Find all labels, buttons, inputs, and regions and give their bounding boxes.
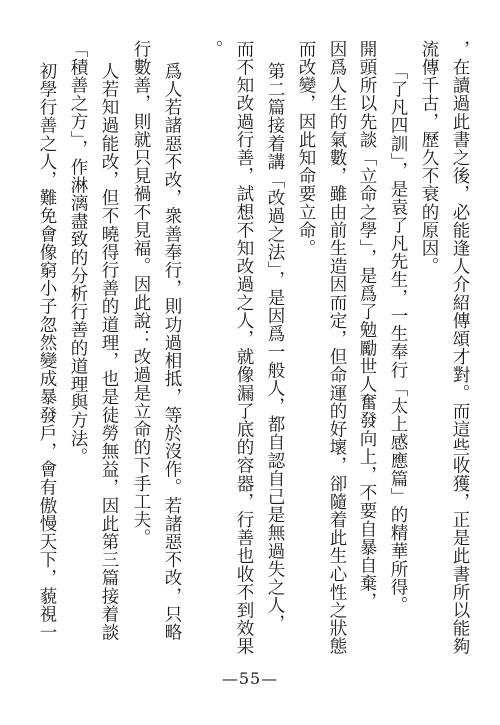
text-column-4: 開頭所以先談「立命之學」，是爲了勉勵世人奮發向上，不要自暴自棄，: [357, 40, 377, 611]
text-column-9: 。: [203, 40, 223, 59]
text-column-6: 而改變，因此知命要立命。: [296, 40, 316, 258]
text-column-2: 流傳千古，歷久不衰的原因。: [419, 40, 439, 276]
text-column-13: 「積善之方」，作淋漓盡致的分析行善的道理與方法。: [68, 40, 88, 466]
text-column-12: 人若知過能改，但不曉得行善的道理，也是徒勞無益，因此第三篇接着談: [99, 62, 119, 642]
text-column-8: 而不知改過行善，試想不知改過之人，就像漏了底的容器，行善也收不到效果: [234, 40, 254, 656]
text-column-3: 「了凡四訓」，是袁了凡先生，一生奉行「太上感應篇」的精華所得。: [388, 62, 408, 615]
text-column-1: ，在讀過此書之後，必能逢人介紹傳頌才對。而這些收獲，正是此書所以能夠: [450, 40, 470, 656]
text-column-11: 行數善，則就只見禍不見福。因此說：改過是立命的下手工夫。: [131, 40, 151, 547]
text-column-5: 因爲人生的氣數，雖由前生造因而定，但命運的好壞，卻隨着此生心性之狀態: [327, 40, 347, 656]
text-column-14: 初學行善之人，難免會像窮小子忽然變成暴發戶，會有傲慢天下，藐視一: [37, 62, 57, 642]
text-column-7: 第二篇接着講「改過之法」，是因爲一般人，都自認自己是無過失之人，: [265, 62, 285, 633]
text-column-10: 爲人若諸惡不改，衆善奉行，則功過相抵，等於沒作。若諸惡不改，只略: [162, 62, 182, 642]
page-number: —55—: [221, 669, 279, 688]
